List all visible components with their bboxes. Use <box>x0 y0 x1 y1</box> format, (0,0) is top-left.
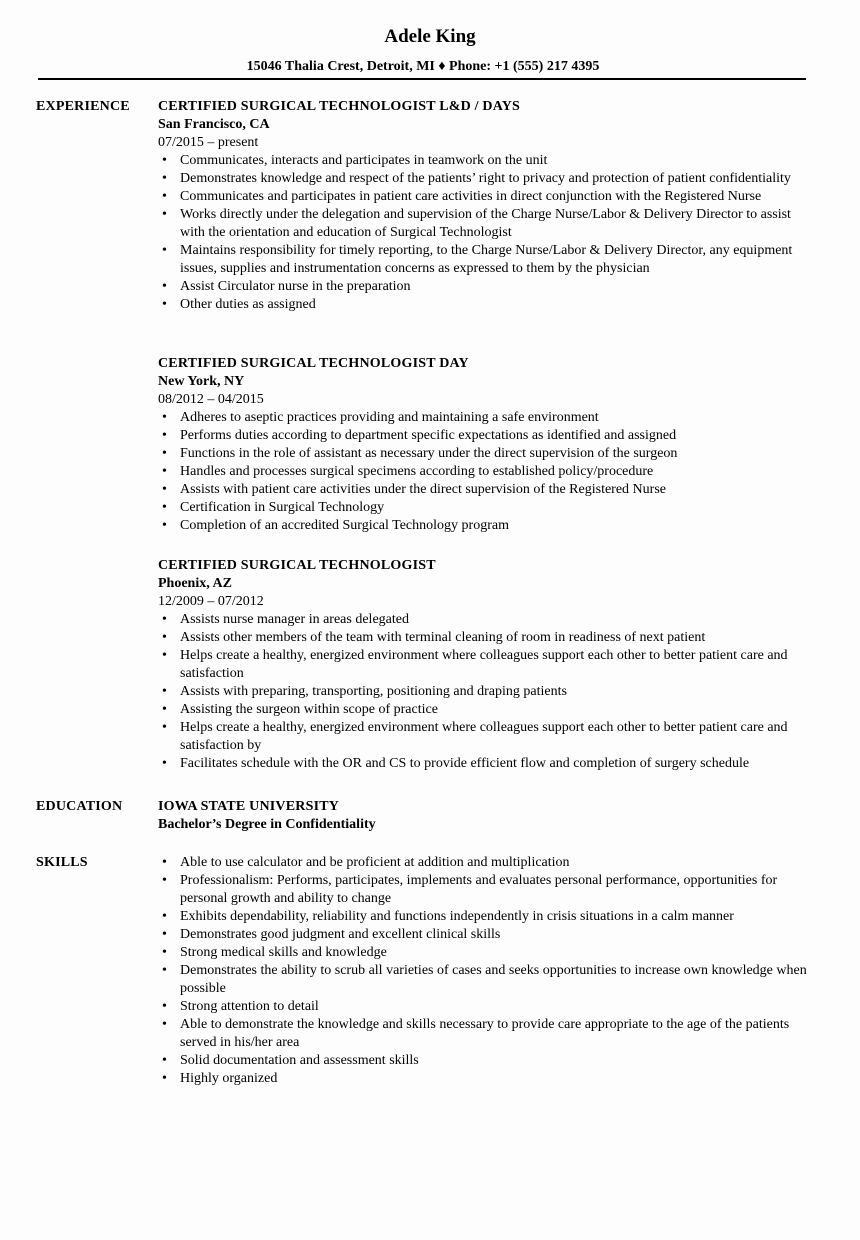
job-duties-list <box>158 152 818 314</box>
education-entry <box>158 798 818 834</box>
list-item: • Highly organized <box>158 1070 818 1088</box>
job-location: Phoenix, AZ <box>158 576 232 591</box>
list-item: • Assists with patient care activities under the direct supervision of the Registered Nurse <box>158 481 818 499</box>
list-item: • Demonstrates good judgment and excellent clinical skills <box>158 926 818 944</box>
list-item: • Certification in Surgical Technology <box>158 499 818 517</box>
list-item: • Professionalism: Performs, participates, implements and evaluates personal performance, opportunities for personal growth and ability to change <box>158 872 818 908</box>
list-item: • Works directly under the delegation and supervision of the Charge Nurse/Labor & Delivery Director to assist with the orientation and education of Surgical Technologist <box>158 206 818 242</box>
list-item: • Functions in the role of assistant as necessary under the direct supervision of the surgeon <box>158 445 818 463</box>
list-item: • Helps create a healthy, energized environment where colleagues support each other to better patient care and satisfaction by <box>158 719 818 755</box>
list-item: • Strong attention to detail <box>158 998 818 1016</box>
school-name: IOWA STATE UNIVERSITY <box>158 799 340 814</box>
list-item: • Communicates, interacts and participates in teamwork on the unit <box>158 152 818 170</box>
job-dates: 12/2009 – 07/2012 <box>158 594 264 609</box>
list-item: • Strong medical skills and knowledge <box>158 944 818 962</box>
list-item: • Demonstrates knowledge and respect of the patients’ right to privacy and protection of patient confidentiality <box>158 170 818 188</box>
list-item: • Able to use calculator and be proficient at addition and multiplication <box>158 854 818 872</box>
list-item: • Assists other members of the team with terminal cleaning of room in readiness of next patient <box>158 629 818 647</box>
list-item: • Maintains responsibility for timely reporting, to the Charge Nurse/Labor & Delivery Director, any equipment issues, supplies and instrumentation concerns as expressed to them by the physician <box>158 242 818 278</box>
list-item: • Handles and processes surgical specimens according to established policy/procedure <box>158 463 818 481</box>
list-item: • Other duties as assigned <box>158 296 818 314</box>
candidate-name: Adele King <box>384 26 476 47</box>
list-item: • Able to demonstrate the knowledge and skills necessary to provide care appropriate to the age of the patients served in his/her area <box>158 1016 818 1052</box>
list-item: • Exhibits dependability, reliability and functions independently in crisis situations in a calm manner <box>158 908 818 926</box>
list-item: • Helps create a healthy, energized environment where colleagues support each other to better patient care and satisfaction <box>158 647 818 683</box>
job-entry <box>158 98 818 314</box>
list-item: • Assists nurse manager in areas delegated <box>158 611 818 629</box>
job-entry <box>158 355 818 535</box>
list-item: • Adheres to aseptic practices providing and maintaining a safe environment <box>158 409 818 427</box>
job-duties-list <box>158 409 818 535</box>
education-heading: EDUCATION <box>36 799 123 814</box>
job-dates: 08/2012 – 04/2015 <box>158 392 264 407</box>
job-entry <box>158 557 818 773</box>
degree: Bachelor’s Degree in Confidentiality <box>158 817 376 832</box>
job-title: CERTIFIED SURGICAL TECHNOLOGIST DAY <box>158 356 469 371</box>
list-item: • Assist Circulator nurse in the preparation <box>158 278 818 296</box>
header-divider <box>38 78 806 80</box>
job-location: San Francisco, CA <box>158 117 270 132</box>
skills-entry <box>158 854 818 1088</box>
list-item: • Demonstrates the ability to scrub all varieties of cases and seeks opportunities to increase own knowledge when possible <box>158 962 818 998</box>
list-item: • Performs duties according to department specific expectations as identified and assigned <box>158 427 818 445</box>
experience-heading: EXPERIENCE <box>36 99 130 114</box>
list-item: • Solid documentation and assessment skills <box>158 1052 818 1070</box>
list-item: • Assists with preparing, transporting, positioning and draping patients <box>158 683 818 701</box>
job-duties-list <box>158 611 818 773</box>
list-item: • Facilitates schedule with the OR and CS to provide efficient flow and completion of surgery schedule <box>158 755 818 773</box>
skills-list <box>158 854 818 1088</box>
job-title: CERTIFIED SURGICAL TECHNOLOGIST <box>158 558 436 573</box>
list-item: • Communicates and participates in patient care activities in direct conjunction with the Registered Nurse <box>158 188 818 206</box>
job-dates: 07/2015 – present <box>158 135 259 150</box>
job-title: CERTIFIED SURGICAL TECHNOLOGIST L&D / DAYS <box>158 99 521 114</box>
job-location: New York, NY <box>158 374 245 389</box>
list-item: • Completion of an accredited Surgical Technology program <box>158 517 818 535</box>
contact-line: 15046 Thalia Crest, Detroit, MI ♦ Phone: +1 (555) 217 4395 <box>246 59 600 74</box>
list-item: • Assisting the surgeon within scope of practice <box>158 701 818 719</box>
skills-heading: SKILLS <box>36 855 88 870</box>
